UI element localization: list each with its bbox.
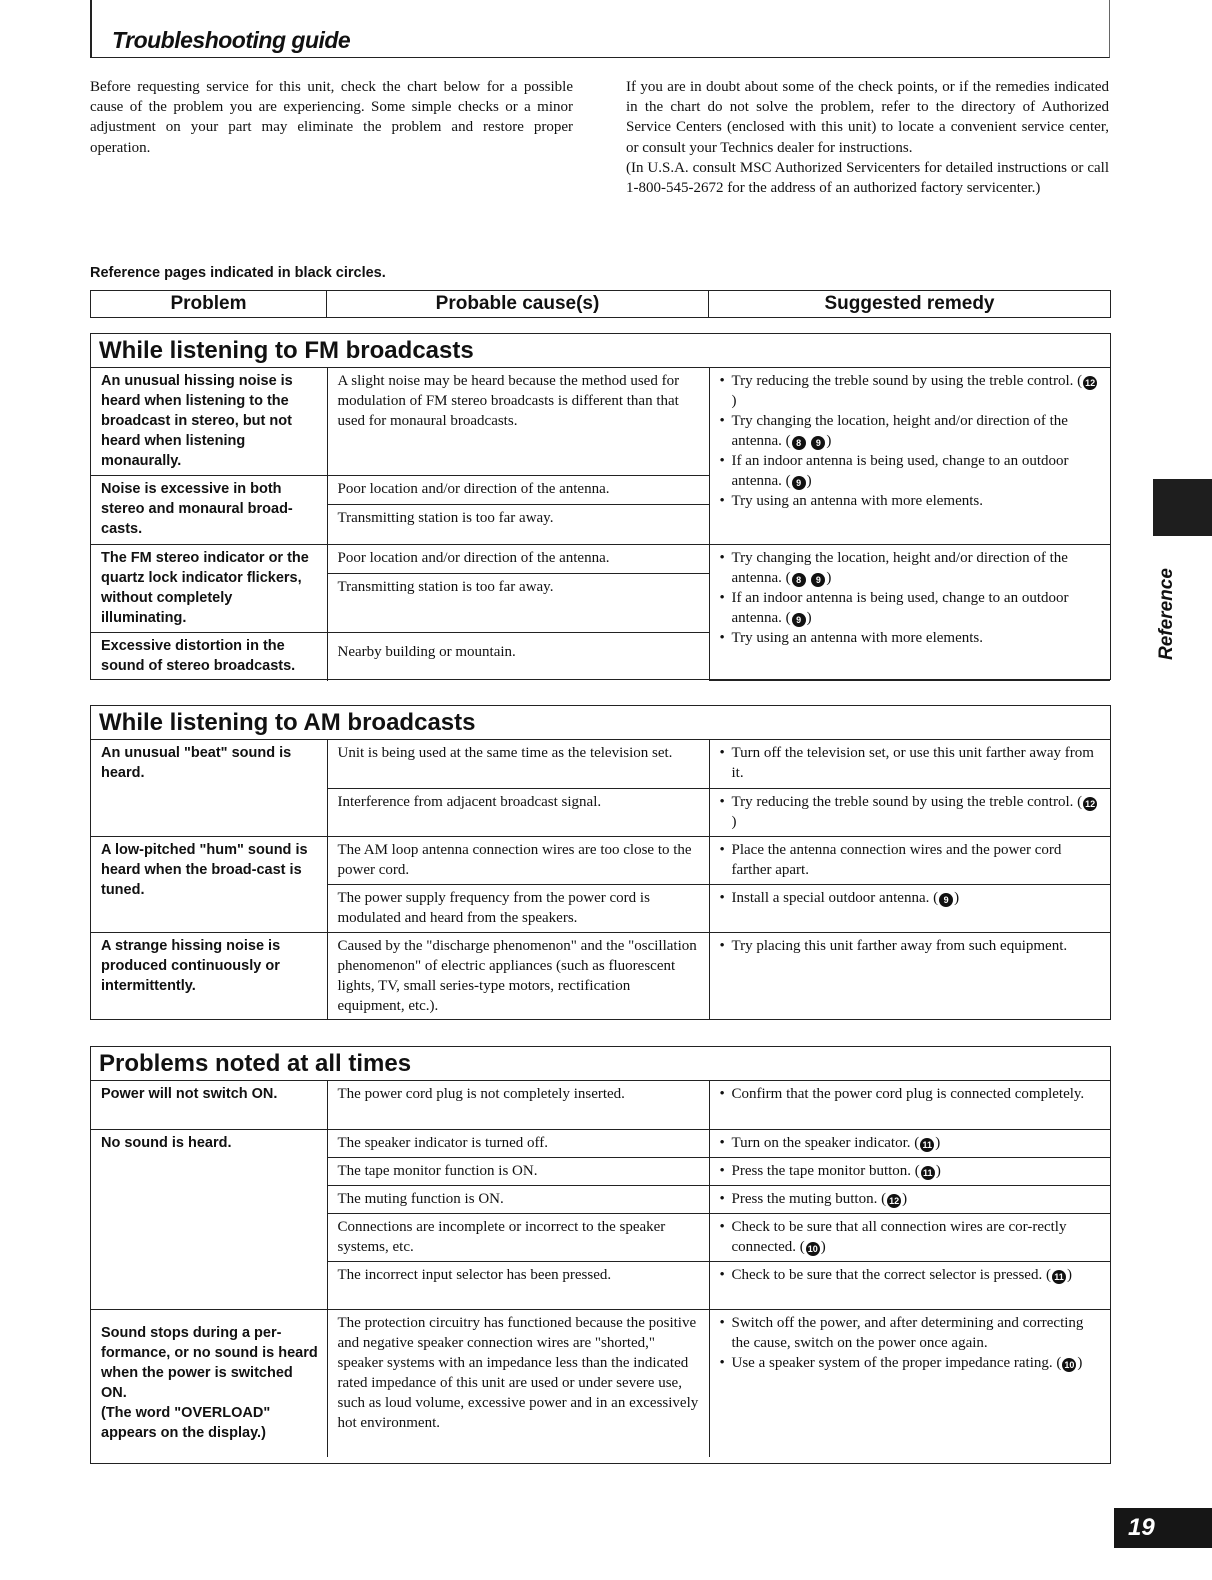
remedy-item: • Press the tape monitor button. ( 11 ) (720, 1161, 1103, 1181)
reference-page-icon: 12 (889, 1195, 900, 1206)
intro-left-paragraph: Before requesting service for this unit, check the chart below for a possible cause of the problem you are experiencing. Some simple checks or a minor adjustment on your part may eliminate the problem and restore proper operation. (90, 79, 573, 156)
table-fm (91, 368, 1110, 681)
table-row (91, 545, 1110, 574)
section-fm (90, 333, 1111, 680)
remedy-cell (709, 368, 1110, 545)
reference-page-icon: 8 (792, 573, 806, 587)
section-title-fm: While listening to FM broadcasts (91, 334, 1110, 368)
remedy-cell (709, 1129, 1110, 1157)
remedy-item: • Press the muting button. ( 12 ) (720, 1189, 1103, 1209)
cause-cell: The AM loop antenna connection wires are too close to the power cord. (327, 836, 709, 884)
table-all (91, 1081, 1110, 1457)
section-all-times (90, 1046, 1111, 1464)
remedy-item: • Try using an antenna with more elements. (720, 491, 1103, 511)
reference-page-icon: 10 (807, 1243, 818, 1254)
table-row (91, 836, 1110, 884)
page-title: Troubleshooting guide (112, 27, 351, 53)
remedy-item: • Turn on the speaker indicator. ( 11 ) (720, 1133, 1103, 1153)
remedy-cell (709, 836, 1110, 884)
side-tab-label: Reference (1156, 568, 1177, 660)
remedy-cell (709, 1185, 1110, 1213)
problem-cell: A low-pitched "hum" sound is heard when the broad-cast is tuned. (91, 836, 327, 932)
reference-page-icon: 11 (921, 1166, 935, 1180)
remedy-cell (709, 545, 1110, 681)
cause-cell: The power cord plug is not completely inserted. (327, 1081, 709, 1129)
table-row (91, 740, 1110, 788)
remedy-item: • If an indoor antenna is being used, change to an outdoor antenna. ( 9 ) (720, 588, 1103, 628)
problem-cell: Power will not switch ON. (91, 1081, 327, 1129)
column-header-row (90, 290, 1111, 318)
problem-cell: An unusual "beat" sound is heard. (91, 740, 327, 836)
cause-cell: Poor location and/or direction of the antenna. (327, 545, 709, 574)
reference-page-icon: 10 (1064, 1359, 1075, 1370)
reference-note: Reference pages indicated in black circles. (90, 265, 386, 281)
cause-cell: Transmitting station is too far away. (327, 574, 709, 633)
table-row (91, 1081, 1110, 1129)
remedy-item: • Try changing the location, height and/or direction of the antenna. ( 8 9 ) (720, 548, 1103, 588)
remedy-cell (709, 1081, 1110, 1129)
remedy-cell (709, 1261, 1110, 1309)
remedy-item: • Try reducing the treble sound by using the treble control. ( 12) (720, 792, 1103, 832)
cause-cell: The power supply frequency from the power cord is modulated and heard from the speakers. (327, 884, 709, 932)
table-am (91, 740, 1110, 1020)
cause-cell: Unit is being used at the same time as the television set. (327, 740, 709, 788)
remedy-item: • Switch off the power, and after determining and correcting the cause, switch on the power once again. (720, 1313, 1103, 1353)
remedy-cell (709, 1213, 1110, 1261)
cause-cell: A slight noise may be heard because the method used for modulation of FM stereo broadcasts is different than that used for monaural broadcasts. (327, 368, 709, 476)
intro-right-text: If you are in doubt about some of the check points, or if the remedies indicated in the chart do not solve the problem, refer to the directory of Authorized Service Centers (enclosed with this unit) to locate a convenient service center, or consult your Technics dealer for instructions. (626, 79, 1109, 156)
remedy-item: • Try changing the location, height and/or direction of the antenna. ( 8 9 ) (720, 411, 1103, 451)
section-title-am: While listening to AM broadcasts (91, 706, 1110, 740)
remedy-cell (709, 740, 1110, 788)
problem-cell (91, 1309, 327, 1457)
remedy-item: • Check to be sure that all connection wires are cor-rectly connected. ( 10 ) (720, 1217, 1103, 1257)
remedy-cell (709, 932, 1110, 1020)
reference-page-icon: 12 (1085, 798, 1096, 809)
intro-usa-text: (In U.S.A. consult MSC Authorized Servicenters for detailed instructions or call 1-800-545-2672 for the address of an authorized factory servicenter.) (626, 159, 1109, 197)
remedy-item: • Confirm that the power cord plug is connected completely. (720, 1084, 1103, 1104)
remedy-item: • Try reducing the treble sound by using the treble control. ( 12) (720, 371, 1103, 411)
remedy-item: • Try using an antenna with more elements. (720, 628, 1103, 648)
cause-cell: Poor location and/or direction of the antenna. (327, 476, 709, 505)
reference-page-icon: 9 (811, 573, 825, 587)
reference-page-icon: 9 (939, 893, 953, 907)
remedy-item: • Place the antenna connection wires and the power cord farther apart. (720, 840, 1103, 880)
column-header-remedy: Suggested remedy (824, 293, 995, 314)
page-number: 19 (1114, 1508, 1212, 1548)
problem-cell: Noise is excessive in both stereo and monaural broad-casts. (91, 476, 327, 545)
cause-cell: The speaker indicator is turned off. (327, 1129, 709, 1157)
table-row (91, 1309, 1110, 1457)
cause-cell: Connections are incomplete or incorrect to the speaker systems, etc. (327, 1213, 709, 1261)
problem-cell: An unusual hissing noise is heard when listening to the broadcast in stereo, but not heard when listening monaurally. (91, 368, 327, 476)
remedy-item: • Use a speaker system of the proper impedance rating. ( 10 ) (720, 1353, 1103, 1373)
section-am (90, 705, 1111, 1020)
cause-cell: Interference from adjacent broadcast signal. (327, 788, 709, 836)
remedy-item: • Install a special outdoor antenna. ( 9 ) (720, 888, 1103, 908)
remedy-item: • Turn off the television set, or use this unit farther away from it. (720, 743, 1103, 783)
cause-cell: Nearby building or mountain. (327, 633, 709, 681)
remedy-item: • Try placing this unit farther away from such equipment. (720, 936, 1103, 956)
table-row (91, 932, 1110, 1020)
reference-page-icon: 8 (792, 436, 806, 450)
table-row (91, 368, 1110, 476)
remedy-item: • Check to be sure that the correct selector is pressed. ( 11 ) (720, 1265, 1103, 1285)
cause-cell: The muting function is ON. (327, 1185, 709, 1213)
remedy-cell (709, 1309, 1110, 1457)
table-row (91, 1129, 1110, 1157)
cause-cell: The tape monitor function is ON. (327, 1157, 709, 1185)
reference-page-icon: 9 (792, 476, 806, 490)
section-title-all: Problems noted at all times (91, 1047, 1110, 1081)
side-tab-block (1153, 479, 1212, 536)
reference-page-icon: 11 (920, 1138, 934, 1152)
cause-cell: Transmitting station is too far away. (327, 505, 709, 545)
cause-cell: Caused by the "discharge phenomenon" and the "oscillation phenomenon" of electric appliances (such as fluorescent lights, TV, small series-type motors, rectification equipment, etc.). (327, 932, 709, 1020)
problem-cell: Excessive distortion in the sound of stereo broadcasts. (91, 633, 327, 681)
problem-text: Sound stops during a per-formance, or no sound is heard when the power is switched ON. (101, 1324, 318, 1401)
remedy-cell (709, 1157, 1110, 1185)
remedy-cell (709, 788, 1110, 836)
column-header-problem: Problem (91, 291, 327, 317)
problem-note: (The word "OVERLOAD" appears on the display.) (101, 1404, 271, 1441)
problem-cell: The FM stereo indicator or the quartz lock indicator flickers, without completely illuminating. (91, 545, 327, 633)
remedy-item: • If an indoor antenna is being used, change to an outdoor antenna. ( 9 ) (720, 451, 1103, 491)
reference-page-icon: 11 (1052, 1270, 1066, 1284)
column-header-cause: Probable cause(s) (327, 291, 709, 317)
reference-page-icon: 9 (792, 613, 806, 627)
problem-cell: A strange hissing noise is produced continuously or intermittently. (91, 932, 327, 1020)
intro-right-paragraph (626, 77, 1109, 198)
cause-cell: The incorrect input selector has been pressed. (327, 1261, 709, 1309)
remedy-cell (709, 884, 1110, 932)
cause-cell: The protection circuitry has functioned because the positive and negative speaker connection wires are "shorted," speaker systems with an impedance less than the indicated rated impedance of this unit are used or under severe use, such as loud volume, excessive power and in an excessively hot environment. (327, 1309, 709, 1457)
reference-page-icon: 9 (811, 436, 825, 450)
reference-page-icon: 12 (1085, 378, 1096, 388)
problem-cell: No sound is heard. (91, 1129, 327, 1309)
